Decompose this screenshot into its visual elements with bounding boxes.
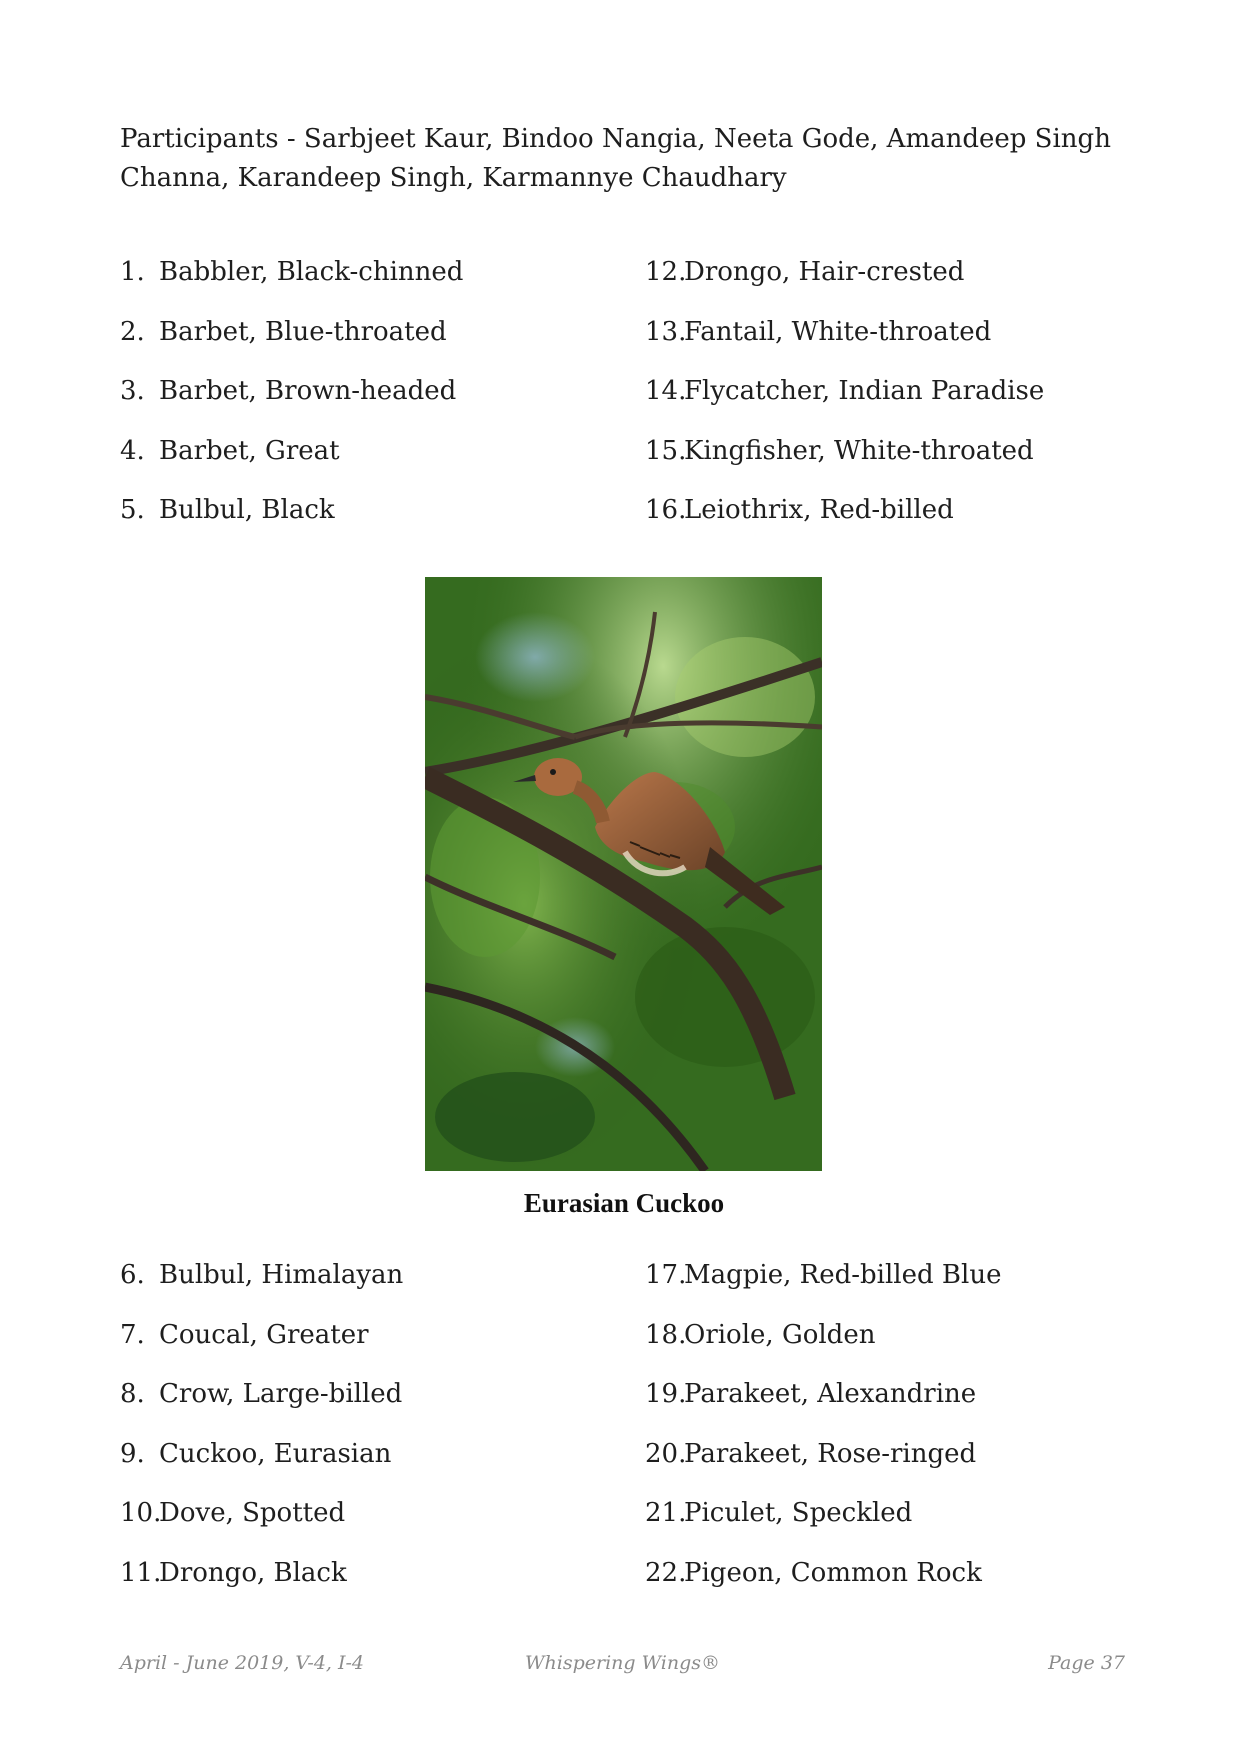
bird-list-top-right: [645, 257, 1125, 555]
bird-list-bottom-left: [120, 1260, 620, 1617]
list-item-number: 10.: [120, 1498, 162, 1528]
list-item-number: 12.: [645, 257, 687, 287]
list-item-number: 15.: [645, 435, 687, 466]
list-item: [120, 1320, 620, 1380]
list-item: [645, 495, 1125, 555]
list-item: [645, 1439, 1125, 1499]
eurasian-cuckoo-photo: [425, 577, 822, 1171]
footer-issue-date: April - June 2019, V-4, I-4: [120, 1652, 365, 1674]
bird-name: Bulbul, Himalayan: [159, 1260, 404, 1290]
list-item: [645, 1320, 1125, 1380]
list-item: [120, 257, 620, 317]
list-item: [645, 257, 1125, 317]
list-item-number: 8.: [120, 1379, 145, 1409]
list-item-number: 4.: [120, 435, 145, 466]
list-item: [120, 317, 620, 377]
list-item-number: 13.: [645, 316, 687, 347]
bird-name: Drongo, Black: [159, 1557, 347, 1588]
list-item-number: 19.: [645, 1379, 687, 1409]
list-item-number: 16.: [645, 495, 687, 525]
participants-line: Participants - Sarbjeet Kaur, Bindoo Nangia, Neeta Gode, Amandeep Singh Channa, Karandeep Singh, Karmannye Chaudhary: [120, 124, 1111, 193]
list-item-number: 22.: [645, 1557, 687, 1588]
list-item: [120, 1439, 620, 1499]
list-item: [645, 1379, 1125, 1439]
bird-name: Leiothrix, Red-billed: [684, 495, 954, 525]
bird-name: Coucal, Greater: [159, 1319, 369, 1350]
bird-name: Pigeon, Common Rock: [684, 1557, 982, 1588]
bird-name: Oriole, Golden: [684, 1319, 876, 1350]
list-item-number: 21.: [645, 1498, 687, 1528]
bird-name: Cuckoo, Eurasian: [159, 1438, 392, 1469]
list-item: [120, 1498, 620, 1558]
bird-name: Flycatcher, Indian Paradise: [684, 376, 1045, 406]
bird-list-top-left: [120, 257, 620, 555]
bird-name: Parakeet, Rose-ringed: [684, 1438, 977, 1469]
footer-page-number: Page 37: [1048, 1652, 1125, 1674]
bird-list-bottom-right: [645, 1260, 1125, 1617]
list-item-number: 18.: [645, 1319, 687, 1350]
list-item: [120, 376, 620, 436]
bird-name: Dove, Spotted: [159, 1498, 346, 1528]
page-footer: [120, 1652, 1125, 1682]
list-item: [645, 1558, 1125, 1618]
list-item-number: 3.: [120, 376, 145, 406]
list-item-number: 7.: [120, 1319, 145, 1350]
bird-name: Barbet, Brown-headed: [159, 376, 457, 406]
list-item-number: 20.: [645, 1438, 687, 1469]
list-item: [120, 1260, 620, 1320]
bird-name: Babbler, Black-chinned: [159, 257, 464, 287]
bird-name: Barbet, Blue-throated: [159, 316, 447, 347]
bird-name: Drongo, Hair-crested: [684, 257, 965, 287]
list-item-number: 1.: [120, 257, 145, 287]
list-item: [645, 436, 1125, 496]
photo-caption: Eurasian Cuckoo: [523, 1188, 725, 1218]
list-item-number: 11.: [120, 1557, 162, 1588]
bird-name: Bulbul, Black: [159, 495, 335, 525]
list-item: [645, 376, 1125, 436]
bird-name: Fantail, White-throated: [684, 316, 992, 347]
list-item-number: 6.: [120, 1260, 145, 1290]
list-item-number: 17.: [645, 1260, 687, 1290]
list-item-number: 5.: [120, 495, 145, 525]
cuckoo-photo-illustration: [425, 577, 822, 1171]
list-item: [645, 1260, 1125, 1320]
list-item-number: 14.: [645, 376, 687, 406]
bird-name: Barbet, Great: [159, 435, 340, 466]
list-item: [120, 495, 620, 555]
list-item: [120, 1558, 620, 1618]
list-item: [120, 1379, 620, 1439]
bird-name: Piculet, Speckled: [684, 1498, 913, 1528]
list-item-number: 9.: [120, 1438, 145, 1469]
list-item-number: 2.: [120, 316, 145, 347]
bird-name: Parakeet, Alexandrine: [684, 1379, 977, 1409]
list-item: [645, 1498, 1125, 1558]
bird-name: Crow, Large-billed: [159, 1379, 403, 1409]
list-item: [645, 317, 1125, 377]
bird-name: Magpie, Red-billed Blue: [684, 1260, 1002, 1290]
list-item: [120, 436, 620, 496]
bird-name: Kingfisher, White-throated: [684, 435, 1034, 466]
footer-publication-name: Whispering Wings®: [524, 1652, 721, 1674]
